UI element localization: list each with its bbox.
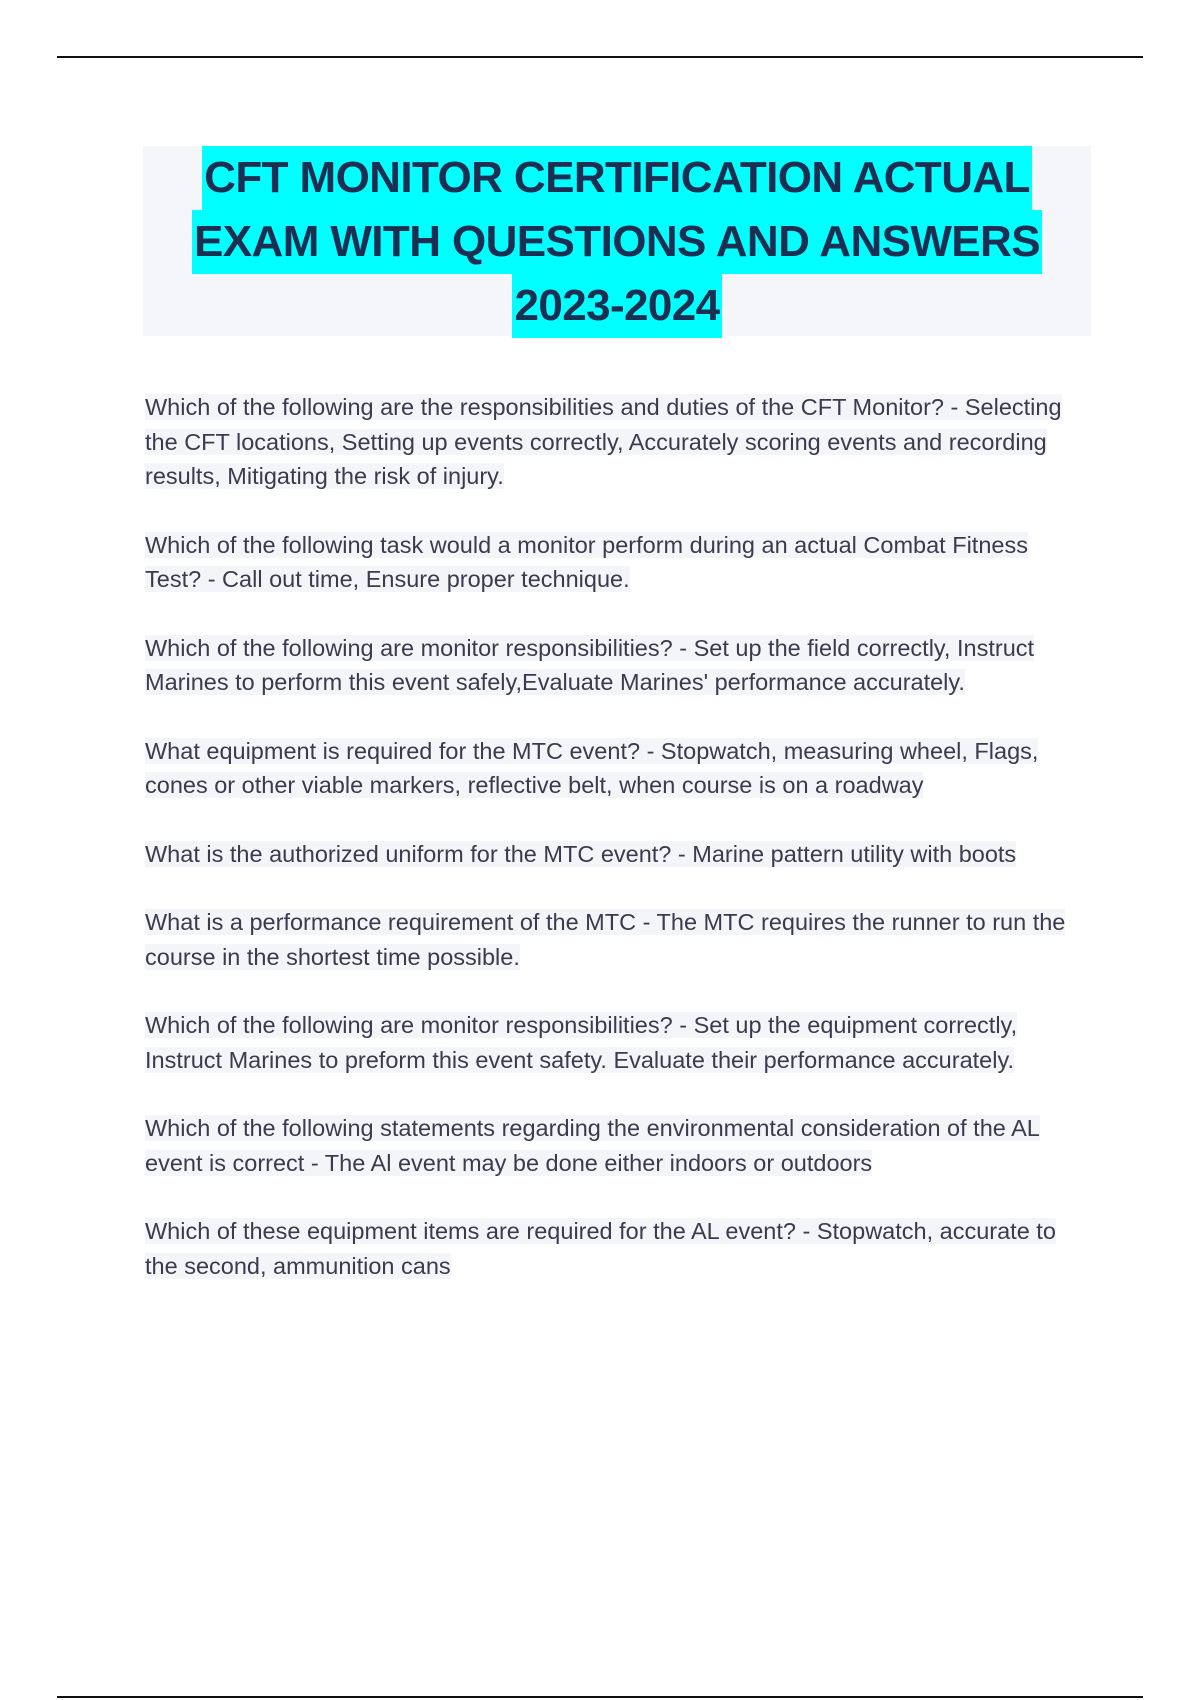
qa-item: What is the authorized uniform for the MTC event? - Marine pattern utility with boots (145, 840, 1017, 867)
qa-item: What is a performance requirement of the MTC - The MTC requires the runner to run the course in the shortest time possible. (145, 909, 1066, 970)
title-line-2: EXAM WITH QUESTIONS AND ANSWERS (143, 210, 1091, 274)
qa-item: Which of the following task would a monitor perform during an actual Combat Fitness Test? - Call out time, Ensure proper technique. (145, 531, 1028, 592)
qa-item: What equipment is required for the MTC event? - Stopwatch, measuring wheel, Flags, cones or other viable markers, reflective belt, when course is on a roadway (145, 737, 1039, 798)
question-answer-list (145, 390, 1085, 1317)
qa-item: Which of the following are the responsibilities and duties of the CFT Monitor? - Selecting the CFT locations, Setting up events correctly, Accurately scoring events and recording results, Mitigating the risk of injury. (145, 394, 1062, 489)
qa-item: Which of these equipment items are required for the AL event? - Stopwatch, accurate to the second, ammunition cans (145, 1218, 1056, 1279)
top-rule (57, 56, 1143, 58)
title-line-1: CFT MONITOR CERTIFICATION ACTUAL (143, 146, 1091, 210)
qa-item: Which of the following are monitor responsibilities? - Set up the equipment correctly, Instruct Marines to preform this event safety. Evaluate their performance accurately. (145, 1012, 1018, 1073)
bottom-rule (57, 1696, 1143, 1698)
qa-item: Which of the following are monitor responsibilities? - Set up the field correctly, Instruct Marines to perform this event safely,Evaluate Marines' performance accurately. (145, 634, 1035, 695)
title-block (143, 146, 1091, 336)
qa-item: Which of the following statements regarding the environmental consideration of the AL event is correct - The Al event may be done either indoors or outdoors (145, 1115, 1040, 1176)
title-line-3: 2023-2024 (143, 274, 1091, 338)
